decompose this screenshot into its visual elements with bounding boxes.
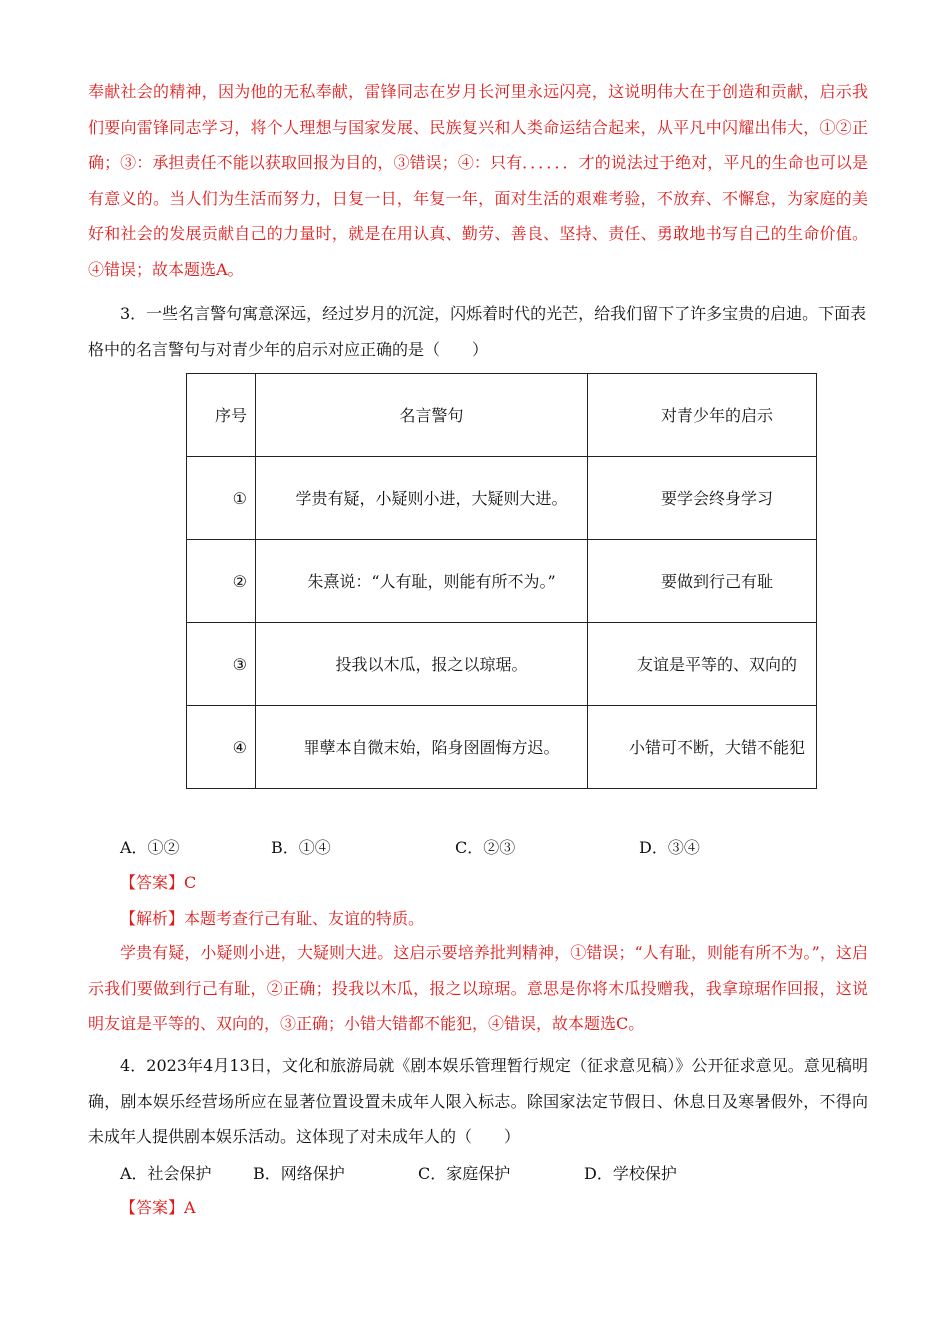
header-insight: 对青少年的启示 <box>588 374 817 457</box>
row-index: ① <box>187 457 256 540</box>
row-quote: 投我以木瓜，报之以琼琚。 <box>256 623 588 706</box>
q3-option-a[interactable]: A．①② <box>120 838 180 857</box>
row-insight: 友谊是平等的、双向的 <box>588 623 817 706</box>
table-row <box>187 623 817 706</box>
q4-option-c[interactable]: C．家庭保护 <box>418 1164 511 1183</box>
quotes-table <box>186 373 817 789</box>
q3-analysis-body: 学贵有疑，小疑则小进，大疑则大进。这启示要培养批判精神，①错误；“人有耻，则能有所不为。”，这启示我们要做到行己有耻，②正确；投我以木瓜，报之以琼琚。意思是你将木瓜投赠我，我拿琼琚作回报，这说明友谊是平等的、双向的，③正确；小错大错都不能犯，④错误，故本题选C。 <box>88 943 868 1033</box>
header-quote: 名言警句 <box>256 374 588 457</box>
q4-option-d[interactable]: D．学校保护 <box>584 1164 677 1183</box>
q3-option-d[interactable]: D．③④ <box>639 838 700 857</box>
header-index: 序号 <box>187 374 256 457</box>
table-row <box>187 540 817 623</box>
question-3-stem: 3．一些名言警句寓意深远，经过岁月的沉淀，闪烁着时代的光芒，给我们留下了许多宝贵的启迪。下面表格中的名言警句与对青少年的启示对应正确的是（ ） <box>88 304 867 359</box>
q3-option-b[interactable]: B．①④ <box>271 838 331 857</box>
q4-answer: 【答案】A <box>120 1198 196 1217</box>
row-index: ② <box>187 540 256 623</box>
table-row <box>187 457 817 540</box>
q4-option-a[interactable]: A．社会保护 <box>120 1164 212 1183</box>
row-quote: 罪孽本自微末始，陷身囹圄悔方迟。 <box>256 706 588 789</box>
row-insight: 要做到行己有耻 <box>588 540 817 623</box>
q3-option-c[interactable]: C．②③ <box>455 838 516 857</box>
row-quote: 学贵有疑，小疑则小进，大疑则大进。 <box>256 457 588 540</box>
table-row <box>187 706 817 789</box>
row-index: ④ <box>187 706 256 789</box>
q3-analysis-head: 【解析】本题考查行己有耻、友谊的特质。 <box>120 909 425 928</box>
q3-answer: 【答案】C <box>120 873 197 892</box>
previous-answer-explanation: 奉献社会的精神，因为他的无私奉献，雷锋同志在岁月长河里永远闪亮，这说明伟大在于创造和贡献，启示我们要向雷锋同志学习，将个人理想与国家发展、民族复兴和人类命运结合起来，从平凡中闪耀出伟大，①②正确；③：承担责任不能以获取回报为目的，③错误；④：只有．．．．．．才的说法过于绝对，平凡的生命也可以是有意义的。当人们为生活而努力，日复一日，年复一年，面对生活的艰难考验，不放弃、不懈怠，为家庭的美好和社会的发展贡献自己的力量时，就是在用认真、勤劳、善良、坚持、责任、勇敢地书写自己的生命价值。④错误；故本题选A。 <box>88 82 868 279</box>
row-insight: 小错可不断，大错不能犯 <box>588 706 817 789</box>
row-insight: 要学会终身学习 <box>588 457 817 540</box>
table-header-row <box>187 374 817 457</box>
question-4-stem: 4．2023年4月13日，文化和旅游局就《剧本娱乐管理暂行规定（征求意见稿）》公开征求意见。意见稿明确，剧本娱乐经营场所应在显著位置设置未成年人限入标志。除国家法定节假日、休息日及寒暑假外，不得向未成年人提供剧本娱乐活动。这体现了对未成年人的（ ） <box>88 1056 868 1146</box>
row-index: ③ <box>187 623 256 706</box>
row-quote: 朱熹说：“人有耻，则能有所不为。” <box>256 540 588 623</box>
q4-option-b[interactable]: B．网络保护 <box>253 1164 345 1183</box>
